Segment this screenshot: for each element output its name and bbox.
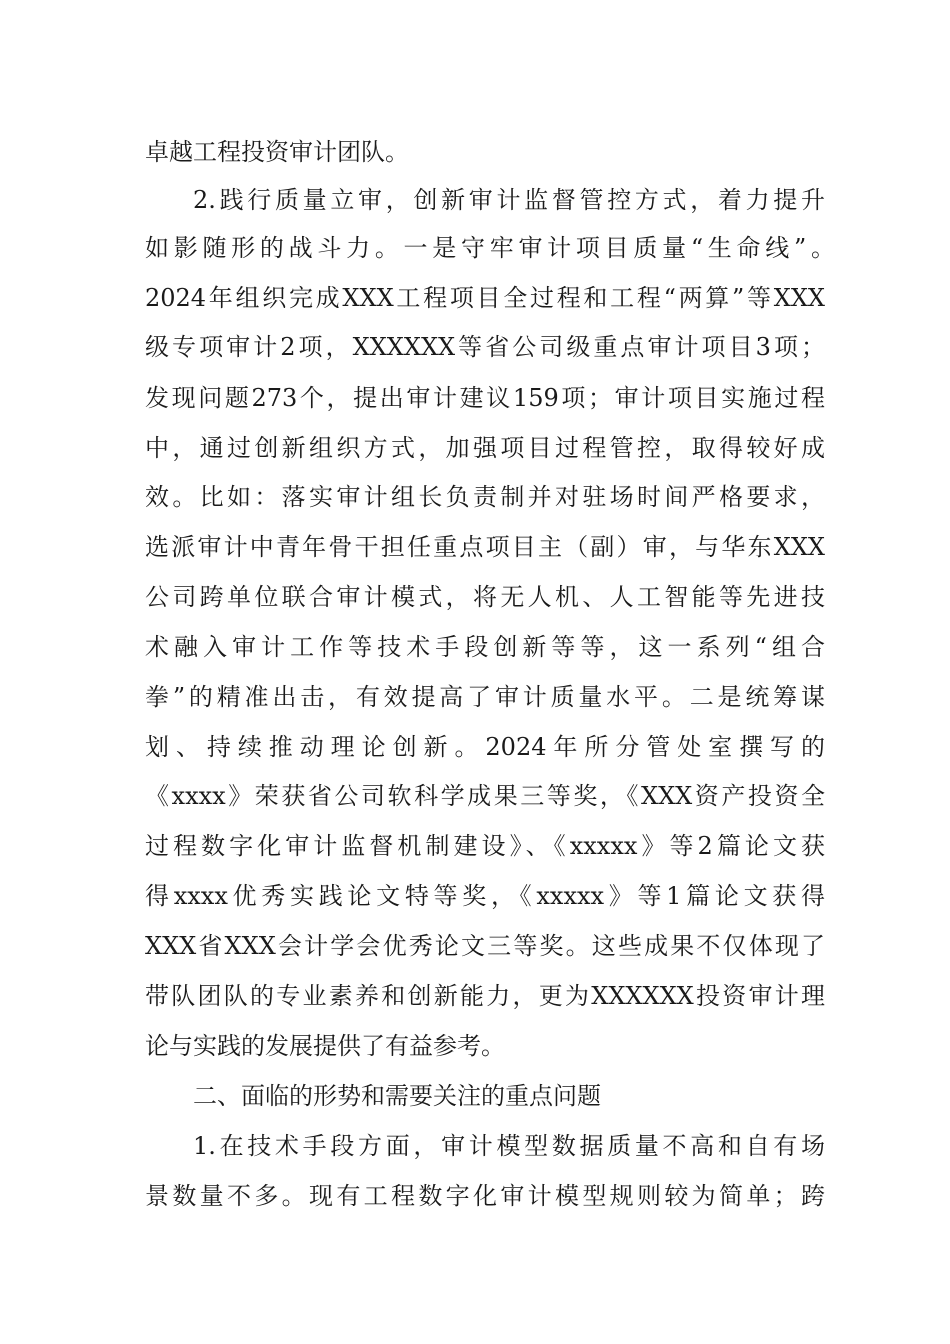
paragraph-2-line: 划、持续推动理论创新。2024年所分管处室撰写的: [145, 733, 825, 761]
paragraph-2-line: 效。比如：落实审计组长负责制并对驻场时间严格要求，: [145, 483, 825, 511]
paragraph-2-line: 2024年组织完成XXX工程项目全过程和工程“两算”等XXX: [145, 284, 825, 312]
paragraph-2-line: 中，通过创新组织方式，加强项目过程管控，取得较好成: [145, 434, 825, 462]
text-line-continuation: 卓越工程投资审计团队。: [145, 138, 409, 166]
paragraph-2-line: 《xxxx》荣获省公司软科学成果三等奖，《XXX资产投资全: [145, 782, 825, 810]
paragraph-3-first-line: 1.在技术手段方面，审计模型数据质量不高和自有场: [193, 1132, 825, 1160]
paragraph-2-line: 发现问题273个，提出审计建议159项；审计项目实施过程: [145, 384, 825, 412]
paragraph-2-line: 如影随形的战斗力。一是守牢审计项目质量“生命线”。: [145, 234, 835, 262]
paragraph-2-line: 术融入审计工作等技术手段创新等等，这一系列“组合: [145, 633, 825, 661]
section-heading: 二、面临的形势和需要关注的重点问题: [193, 1082, 601, 1110]
paragraph-2-line: 级专项审计2项，XXXXXX等省公司级重点审计项目3项；: [145, 333, 825, 361]
paragraph-2-first-line: 2.践行质量立审，创新审计监督管控方式，着力提升: [193, 186, 825, 214]
paragraph-2-last-line: 论与实践的发展提供了有益参考。: [145, 1032, 505, 1060]
paragraph-2-line: XXX省XXX会计学会优秀论文三等奖。这些成果不仅体现了: [145, 932, 825, 960]
paragraph-3-line: 景数量不多。现有工程数字化审计模型规则较为简单；跨: [145, 1182, 825, 1210]
paragraph-2-line: 拳”的精准出击，有效提高了审计质量水平。二是统筹谋: [145, 683, 825, 711]
paragraph-2-line: 带队团队的专业素养和创新能力，更为XXXXXX投资审计理: [145, 982, 825, 1010]
paragraph-2-line: 公司跨单位联合审计模式，将无人机、人工智能等先进技: [145, 583, 825, 611]
paragraph-2-line: 过程数字化审计监督机制建设》、《xxxxx》等2篇论文获: [145, 832, 825, 860]
paragraph-2-line: 得xxxx优秀实践论文特等奖，《xxxxx》等1篇论文获得: [145, 882, 825, 910]
paragraph-2-line: 选派审计中青年骨干担任重点项目主（副）审，与华东XXX: [145, 533, 825, 561]
